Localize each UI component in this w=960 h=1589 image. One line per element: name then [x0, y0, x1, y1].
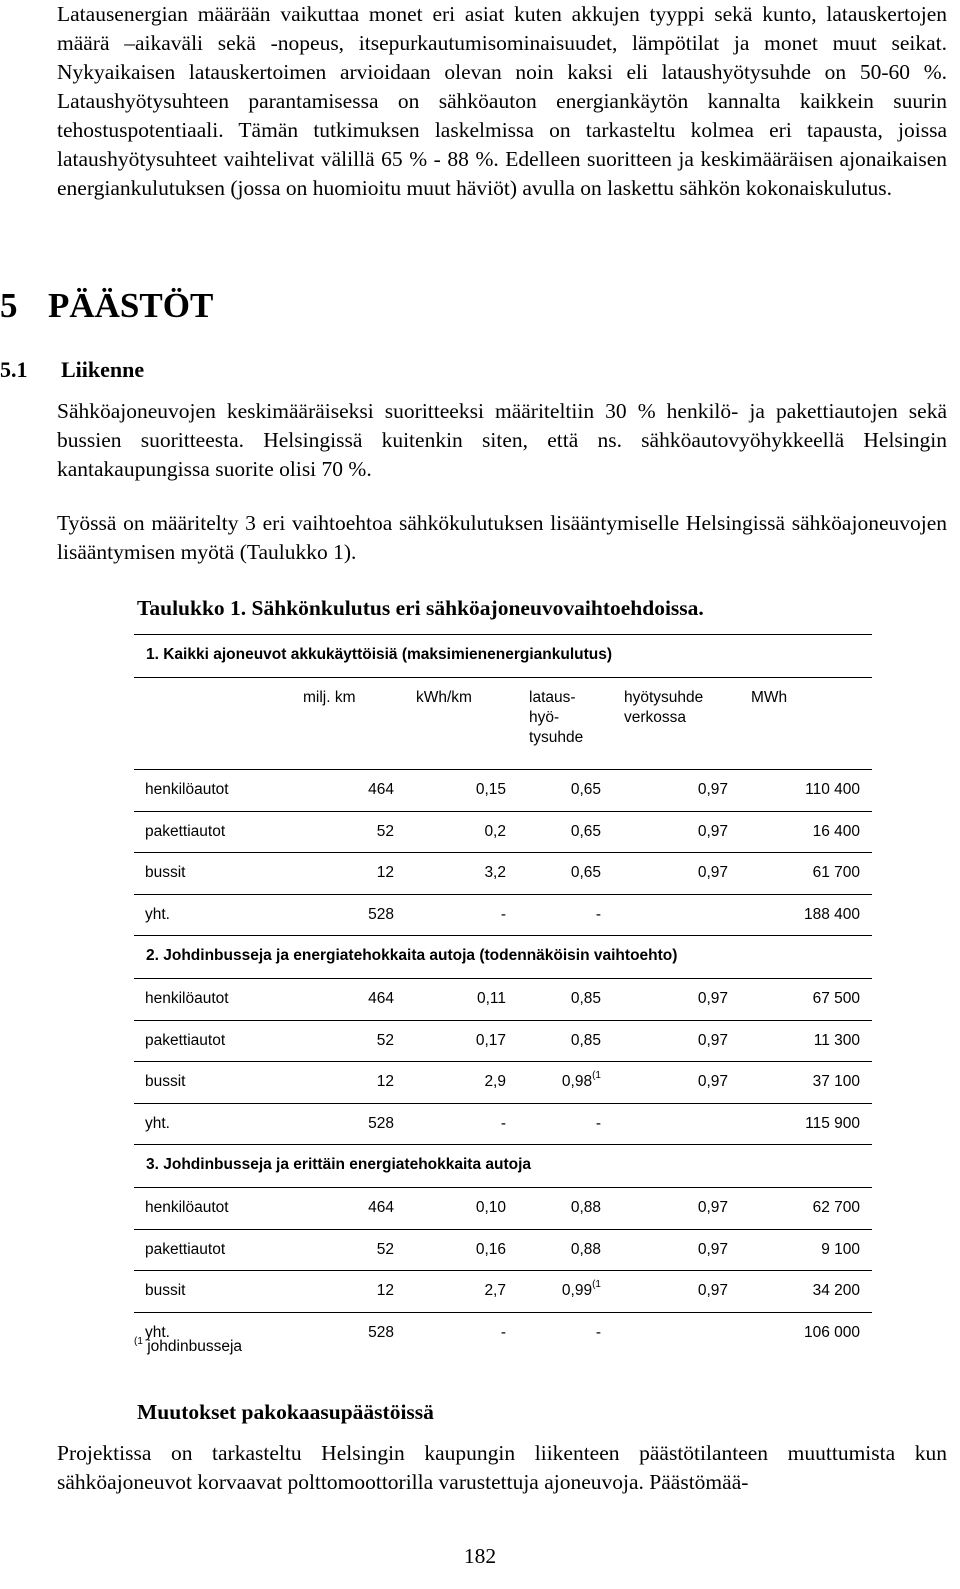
- header-kwh-per-km: kWh/km: [416, 689, 472, 706]
- cell-mwh-value: 11 300: [813, 1031, 860, 1049]
- subsection-heading: [0, 357, 144, 383]
- cell-vehicle-value: pakettiautot: [145, 822, 226, 840]
- cell-kwh: [501, 1115, 506, 1133]
- cell-charging-value: -: [595, 1114, 601, 1132]
- cell-grid-value: 0,97: [697, 864, 728, 881]
- cell-mwh: [813, 990, 860, 1008]
- cell-vehicle-value: henkilöautot: [145, 1199, 229, 1216]
- cell-vehicle-value: bussit: [145, 1073, 186, 1090]
- cell-charging-value: 0,65: [570, 781, 601, 798]
- cell-vehicle-value: bussit: [145, 1282, 186, 1299]
- cell-mwh-value: 61 700: [812, 864, 860, 881]
- cell-charging-value: 0,88: [570, 1240, 601, 1258]
- cell-grid-value: 0,97: [697, 1240, 728, 1258]
- cell-vehicle: [145, 1115, 170, 1133]
- cell-kwh-value: 2,7: [484, 1282, 506, 1299]
- cell-km: [368, 1199, 394, 1217]
- table-row: [134, 1187, 872, 1229]
- cell-grid-value: 0,97: [697, 1031, 728, 1049]
- cell-vehicle: [145, 1199, 229, 1217]
- cell-kwh: [501, 906, 506, 924]
- cell-km-value: 12: [376, 1073, 394, 1090]
- section-heading: [0, 286, 213, 326]
- cell-charging-value: 0,88: [570, 1199, 601, 1216]
- table-row: [134, 811, 872, 853]
- cell-vehicle-value: yht.: [145, 1323, 170, 1341]
- cell-charging: [571, 1241, 601, 1259]
- cell-grid-value: 0,97: [697, 822, 728, 840]
- cell-km: [368, 990, 394, 1008]
- subsection-number: 5.1: [0, 357, 28, 382]
- header-grid-efficiency: hyötysuhde verkossa: [624, 689, 704, 726]
- cell-mwh: [813, 1199, 860, 1217]
- table-row: [134, 1061, 872, 1103]
- table-row: [134, 1103, 872, 1145]
- cell-mwh-value: 115 900: [805, 1114, 860, 1132]
- cell-mwh: [814, 1032, 860, 1050]
- cell-mwh: [804, 906, 860, 924]
- cell-km-value: 52: [376, 822, 394, 840]
- cell-km: [377, 1241, 394, 1259]
- cell-km: [368, 906, 394, 924]
- cell-vehicle: [145, 1282, 186, 1300]
- cell-vehicle: [145, 906, 170, 924]
- cell-charging-value: 0,98: [561, 1073, 593, 1090]
- cell-grid-value: 0,97: [697, 990, 728, 1007]
- section-label: 1. Kaikki ajoneuvot akkukäyttöisiä (maksimienenergiankulutus): [146, 646, 613, 663]
- cell-grid: [698, 1032, 728, 1050]
- cell-km-value: 464: [368, 1199, 394, 1216]
- cell-kwh: [476, 1241, 506, 1259]
- cell-kwh-value: -: [500, 1114, 506, 1132]
- cell-vehicle-value: pakettiautot: [145, 1240, 226, 1258]
- cell-grid: [698, 823, 728, 841]
- cell-kwh-value: -: [500, 905, 506, 923]
- cell-charging-value: -: [595, 1323, 601, 1341]
- section-title: PÄÄSTÖT: [48, 286, 214, 325]
- page-number: 182: [463, 1544, 497, 1568]
- cell-km: [377, 1032, 394, 1050]
- cell-kwh-value: 2,9: [484, 1073, 506, 1090]
- cell-kwh-value: 0,15: [475, 781, 506, 798]
- cell-kwh-value: 0,17: [475, 1031, 506, 1049]
- table-section-title: [134, 935, 872, 978]
- cell-charging: [571, 1032, 601, 1050]
- cell-vehicle: [145, 1032, 225, 1050]
- table-section-title: [134, 1144, 872, 1187]
- cell-charging: [571, 823, 601, 841]
- header-charging-efficiency: lataus-hyö-tysuhde: [529, 689, 584, 746]
- cell-km-value: 528: [368, 905, 394, 923]
- cell-grid-value: 0,97: [697, 781, 728, 798]
- cell-charging: [571, 864, 601, 882]
- cell-grid: [698, 990, 728, 1008]
- cell-km-value: 12: [376, 1282, 394, 1299]
- cell-km-value: 464: [368, 990, 394, 1007]
- cell-km-value: 528: [368, 1323, 394, 1341]
- intro-paragraph: Latausenergian määrään vaikuttaa monet eri asiat kuten akkujen tyyppi sekä kunto, latauskertojen määrä –aikaväli sekä -nopeus, itsepurkautumisominaisuudet, lämpötilat ja monet muut seikat. Nykyaikaisen latauskertoimen arvioidaan olevan noin kaksi eli lataushyötysuhde on 50-60 %. Lataushyötysuhteen parantamisessa on sähköauton energiankäytön kannalta kaikkein suurin tehostuspotentiaali. Tämän tutkimuksen laskelmissa on tarkasteltu kolmea eri tapausta, joissa lataushyötysuhteet vaihtelivat välillä 65 % - 88 %. Edelleen suoritteen ja keskimääräisen ajonaikaisen energiankulutuksen (jossa on huomioitu muut häviöt) avulla on laskettu sähkön kokonaiskulutus.: [57, 2, 947, 200]
- cell-charging: [571, 990, 601, 1008]
- table-row: [134, 978, 872, 1020]
- header-mwh: MWh: [751, 689, 788, 706]
- cell-charging-value: 0,85: [570, 1031, 601, 1049]
- cell-km: [377, 864, 394, 882]
- footnote-ref: (1: [592, 1070, 601, 1081]
- cell-grid-value: 0,97: [697, 1282, 728, 1299]
- cell-km: [377, 1073, 394, 1091]
- cell-kwh-value: -: [500, 1323, 506, 1341]
- cell-charging-value: 0,65: [570, 864, 601, 881]
- cell-kwh: [484, 1282, 506, 1300]
- cell-charging: [596, 1324, 601, 1342]
- cell-kwh-value: 3,2: [484, 864, 506, 881]
- cell-vehicle: [145, 1073, 186, 1091]
- cell-charging-value: 0,85: [570, 990, 601, 1007]
- cell-mwh: [821, 1241, 860, 1259]
- subsection-title: Liikenne: [61, 357, 145, 382]
- paragraph-3: Projektissa on tarkasteltu Helsingin kaupungin liikenteen päästötilanteen muuttumista kun sähköajoneuvot korvaavat polttomoottorilla varustettuja ajoneuvoja. Päästömää-: [57, 1441, 947, 1494]
- cell-charging-value: -: [595, 905, 601, 923]
- cell-mwh: [805, 1115, 860, 1133]
- cell-charging-value: 0,65: [570, 822, 601, 840]
- table-row: [134, 769, 872, 811]
- cell-charging: [561, 1070, 601, 1091]
- footnote-ref: (1: [592, 1279, 601, 1290]
- cell-grid: [698, 1241, 728, 1259]
- cell-mwh-value: 67 500: [812, 990, 860, 1007]
- cell-mwh-value: 37 100: [812, 1073, 860, 1090]
- table-footnote: [134, 1338, 242, 1356]
- cell-mwh-value: 34 200: [812, 1282, 860, 1299]
- cell-charging: [571, 781, 601, 799]
- cell-mwh-value: 9 100: [821, 1240, 860, 1258]
- cell-kwh-value: 0,16: [475, 1240, 506, 1258]
- cell-grid-value: 0,97: [697, 1199, 728, 1216]
- cell-kwh: [476, 1199, 506, 1217]
- cell-mwh: [813, 823, 860, 841]
- cell-vehicle: [145, 781, 229, 799]
- cell-kwh-value: 0,2: [484, 822, 506, 840]
- cell-km-value: 528: [368, 1114, 394, 1132]
- cell-mwh-value: 188 400: [803, 905, 860, 923]
- cell-mwh-value: 16 400: [812, 822, 860, 840]
- cell-mwh: [805, 781, 860, 799]
- cell-kwh: [476, 781, 506, 799]
- cell-kwh: [477, 990, 506, 1008]
- cell-grid: [698, 1282, 728, 1300]
- cell-mwh-value: 62 700: [812, 1199, 860, 1216]
- cell-vehicle: [145, 1241, 225, 1259]
- cell-charging: [571, 1199, 601, 1217]
- cell-km-value: 464: [368, 781, 394, 798]
- cell-vehicle: [145, 864, 186, 882]
- cell-km: [368, 1324, 394, 1342]
- section-label: 2. Johdinbusseja ja energiatehokkaita autoja (todennäköisin vaihtoehto): [146, 947, 678, 964]
- cell-kwh: [484, 823, 506, 841]
- cell-vehicle-value: bussit: [145, 864, 186, 881]
- cell-kwh: [501, 1324, 506, 1342]
- table-row: [134, 1020, 872, 1062]
- table-header-row: [134, 677, 872, 769]
- cell-km-value: 12: [376, 864, 394, 881]
- cell-mwh-value: 110 400: [805, 781, 860, 798]
- table-caption: Taulukko 1. Sähkönkulutus eri sähköajoneuvovaihtoehdoissa.: [137, 596, 704, 620]
- cell-km: [368, 1115, 394, 1133]
- cell-vehicle-value: henkilöautot: [145, 781, 229, 798]
- cell-vehicle-value: yht.: [145, 905, 170, 923]
- cell-vehicle-value: pakettiautot: [145, 1031, 226, 1049]
- footnote-mark: (1: [134, 1336, 143, 1347]
- table-row: [134, 1270, 872, 1312]
- cell-mwh: [813, 864, 860, 882]
- footnote-text: johdinbusseja: [147, 1338, 243, 1355]
- cell-vehicle-value: henkilöautot: [145, 990, 229, 1007]
- cell-km: [377, 823, 394, 841]
- cell-grid: [698, 864, 728, 882]
- table-row: [134, 894, 872, 936]
- table-row: [134, 852, 872, 894]
- cell-km: [368, 781, 394, 799]
- section-number: 5: [0, 286, 18, 325]
- cell-grid: [698, 1199, 728, 1217]
- cell-charging-value: 0,99: [561, 1282, 593, 1299]
- table-row: [134, 1229, 872, 1271]
- consumption-table: [134, 634, 872, 1353]
- cell-mwh: [813, 1073, 860, 1091]
- cell-vehicle: [145, 823, 225, 841]
- table-section-title: [134, 634, 872, 677]
- section-label: 3. Johdinbusseja ja erittäin energiatehokkaita autoja: [146, 1156, 532, 1173]
- cell-kwh-value: 0,10: [475, 1199, 506, 1216]
- cell-vehicle-value: yht.: [145, 1114, 170, 1132]
- cell-grid: [698, 1073, 728, 1091]
- cell-vehicle: [145, 990, 229, 1008]
- cell-mwh: [813, 1282, 860, 1300]
- subheading-emissions: Muutokset pakokaasupäästöissä: [137, 1400, 434, 1424]
- header-km: milj. km: [303, 689, 356, 706]
- cell-charging: [596, 906, 601, 924]
- cell-mwh: [804, 1324, 860, 1342]
- cell-grid-value: 0,97: [697, 1073, 728, 1090]
- cell-kwh: [484, 1073, 506, 1091]
- cell-kwh-value: 0,11: [476, 990, 506, 1007]
- cell-km: [377, 1282, 394, 1300]
- cell-mwh-value: 106 000: [803, 1323, 860, 1341]
- cell-charging: [561, 1279, 601, 1300]
- cell-grid: [698, 781, 728, 799]
- paragraph-2: Työssä on määritelty 3 eri vaihtoehtoa sähkökulutuksen lisääntymiselle Helsingissä sähköajoneuvojen lisääntymisen myötä (Taulukko 1).: [57, 511, 947, 564]
- cell-km-value: 52: [376, 1031, 394, 1049]
- paragraph-1: Sähköajoneuvojen keskimääräiseksi suoritteeksi määriteltiin 30 % henkilö- ja pakettiautojen sekä bussien suoritteesta. Helsingissä kuitenkin siten, että ns. sähköautovyöhykkeellä Helsingin kantakaupungissa suorite olisi 70 %.: [57, 399, 947, 481]
- cell-kwh: [476, 1032, 506, 1050]
- table-row: [134, 1312, 872, 1354]
- cell-kwh: [484, 864, 506, 882]
- cell-charging: [596, 1115, 601, 1133]
- cell-km-value: 52: [376, 1240, 394, 1258]
